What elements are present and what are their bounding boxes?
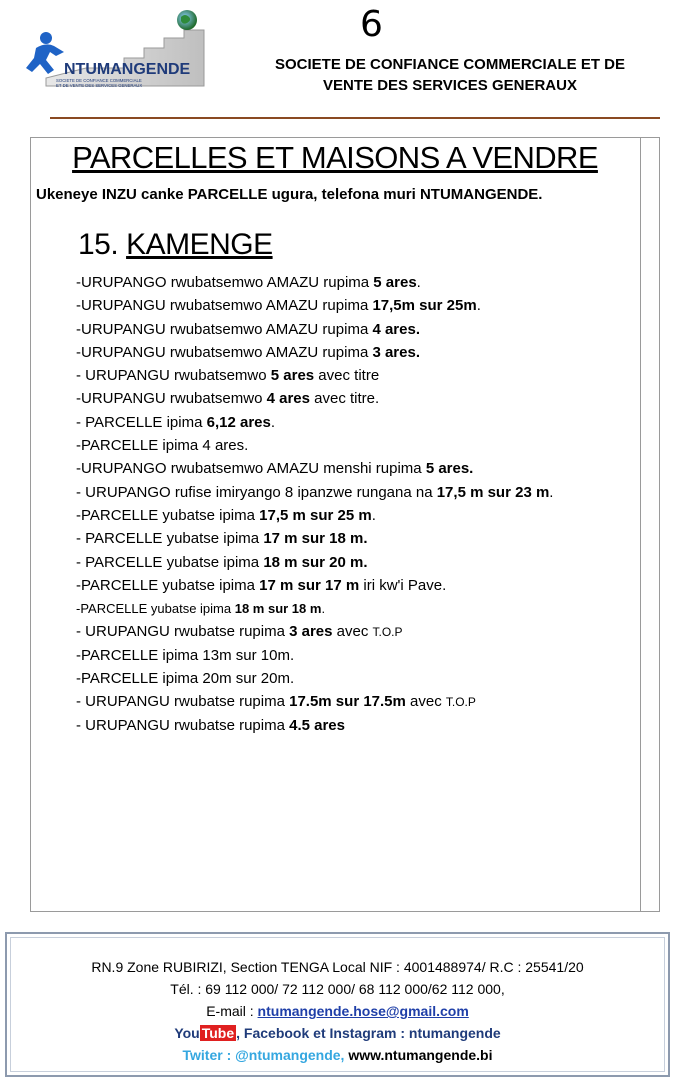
listing-bold-text: 18 m sur 18 m	[234, 601, 322, 617]
listing-pre-text: - URUPANGU rwubatse rupima	[76, 693, 290, 711]
footer-contact	[5, 956, 670, 1066]
svg-text:ET DE VENTE DES SERVICES GENER: ET DE VENTE DES SERVICES GENERAUX	[56, 83, 143, 88]
social-and: et	[309, 1025, 330, 1041]
youtube-you[interactable]: You	[174, 1025, 200, 1041]
listing-item	[76, 620, 646, 643]
listing-item	[76, 527, 646, 550]
listing-post-text: avec	[332, 623, 373, 641]
listing-post-text: avec titre	[314, 367, 380, 385]
listing-bold-text: 17 m sur 18 m.	[263, 530, 368, 548]
listing-pre-text: -URUPANGO rwubatsemwo AMAZU rupima	[76, 274, 374, 291]
listing-item	[76, 387, 646, 410]
listing-bold-text: 5 ares	[373, 274, 417, 291]
listing-item	[76, 411, 646, 434]
svg-text:NTUMANGENDE: NTUMANGENDE	[64, 61, 191, 78]
listing-post-text: iri kw'i Pave.	[359, 576, 447, 594]
listing-top-badge: T.O.P	[445, 695, 476, 710]
svg-text:SOCIETE DE CONFIANCE COMMERCIA: SOCIETE DE CONFIANCE COMMERCIALE	[56, 78, 142, 83]
listing-pre-text: -URUPANGU rwubatsemwo AMAZU rupima	[76, 320, 373, 338]
listing-item	[76, 551, 646, 574]
website-link[interactable]: www.ntumangende.bi	[344, 1047, 493, 1063]
footer-social-line	[5, 1022, 670, 1044]
listing-bold-text: 17,5m sur 25m	[372, 297, 477, 315]
footer-address: RN.9 Zone RUBIRIZI, Section TENGA Local NIF : 4001488974/ R.C : 25541/20	[91, 959, 584, 975]
listing-item	[76, 271, 646, 294]
social-separator: ,	[236, 1025, 244, 1041]
company-line-2: VENTE DES SERVICES GENERAUX	[323, 77, 577, 94]
listing-item	[76, 341, 646, 364]
listing-item	[76, 481, 646, 504]
listing-bold-text: 17 m sur 17 m	[259, 576, 360, 594]
company-name	[230, 54, 670, 96]
social-colon: :	[396, 1025, 409, 1041]
listing-bold-text: 4.5 ares	[289, 716, 345, 734]
listing-item	[76, 597, 646, 620]
listing-pre-text: - URUPANGU rwubatse rupima	[76, 623, 290, 641]
listing-pre-text: -PARCELLE yubatse ipima	[76, 601, 235, 617]
listing-item	[76, 457, 646, 480]
listing-bold-text: 4 ares.	[372, 320, 420, 338]
listing-pre-text: - URUPANGU rwubatse rupima	[76, 716, 290, 734]
listing-pre-text: - URUPANGU rwubatsemwo	[76, 367, 271, 385]
listing-post-text: .	[371, 506, 376, 524]
listing-post-text: avec	[405, 693, 446, 711]
listing-item	[76, 644, 646, 667]
listing-bold-text: 17.5m sur 17.5m	[289, 693, 406, 711]
listing-pre-text: -PARCELLE yubatse ipima	[76, 506, 260, 524]
section-name: KAMENGE	[126, 228, 273, 261]
listing-item	[76, 667, 646, 690]
listing-pre-text: -PARCELLE ipima 20m sur 20m.	[76, 670, 295, 688]
footer-web-line	[5, 1044, 670, 1066]
page-number: 6	[360, 4, 383, 45]
listing-item	[76, 714, 646, 737]
listing-bold-text: 3 ares	[289, 623, 333, 641]
instagram-link[interactable]: Instagram	[329, 1025, 397, 1041]
listing-pre-text: -PARCELLE yubatse ipima	[76, 576, 260, 594]
listing-top-badge: T.O.P	[372, 625, 403, 640]
page-header	[0, 0, 685, 120]
footer-phones: Tél. : 69 112 000/ 72 112 000/ 68 112 000/62 112 000,	[170, 981, 505, 997]
listing-item	[76, 434, 646, 457]
listing-post-text: .	[476, 297, 481, 315]
listing-pre-text: -URUPANGO rwubatsemwo AMAZU menshi rupima	[76, 460, 426, 478]
footer-email-line	[5, 1000, 670, 1022]
twitter-handle[interactable]: Twiter : @ntumangende,	[182, 1047, 345, 1063]
listing-pre-text: - PARCELLE ipima	[76, 413, 207, 431]
email-link[interactable]: ntumangende.hose@gmail.com	[257, 1003, 469, 1019]
listing-post-text: .	[270, 413, 276, 431]
listing-post-text: avec titre.	[309, 390, 380, 408]
listing-pre-text: -PARCELLE ipima 13m sur 10m.	[76, 646, 295, 664]
listing-pre-text: -URUPANGU rwubatsemwo	[76, 390, 267, 408]
header-divider	[50, 117, 660, 119]
property-list	[76, 271, 646, 737]
listing-post-text: .	[321, 601, 326, 617]
facebook-link[interactable]: Facebook	[243, 1025, 310, 1041]
listing-bold-text: 17,5 m sur 23 m	[436, 483, 550, 501]
listing-pre-text: - PARCELLE yubatse ipima	[76, 553, 264, 571]
section-heading	[78, 228, 273, 262]
listing-item	[76, 318, 646, 341]
listing-pre-text: - URUPANGO rufise imiryango 8 ipanzwe rungana na	[76, 483, 437, 501]
youtube-tube-logo[interactable]: Tube	[201, 1025, 235, 1041]
listing-pre-text: -URUPANGU rwubatsemwo AMAZU rupima	[76, 343, 373, 361]
listing-bold-text: 3 ares.	[372, 343, 420, 361]
listing-post-text: .	[549, 483, 554, 501]
listing-item	[76, 574, 646, 597]
listing-post-text: .	[416, 274, 421, 291]
document-subtitle: Ukeneye INZU canke PARCELLE ugura, telefona muri NTUMANGENDE.	[36, 186, 543, 203]
social-handle[interactable]: ntumangende	[408, 1025, 501, 1041]
listing-bold-text: 6,12 ares	[206, 413, 271, 431]
section-number: 15.	[78, 228, 119, 261]
listing-pre-text: -URUPANGU rwubatsemwo AMAZU rupima	[76, 297, 373, 315]
listing-item	[76, 364, 646, 387]
company-line-1: SOCIETE DE CONFIANCE COMMERCIALE ET DE	[274, 56, 626, 73]
listing-pre-text: - PARCELLE yubatse ipima	[76, 530, 264, 548]
listing-bold-text: 18 m sur 20 m.	[263, 553, 368, 571]
document-title: PARCELLES ET MAISONS A VENDRE	[72, 140, 598, 175]
listing-pre-text: -PARCELLE ipima 4 ares.	[76, 437, 249, 455]
listing-bold-text: 17,5 m sur 25 m	[259, 506, 372, 524]
listing-item	[76, 504, 646, 527]
ntumangende-logo	[16, 8, 206, 92]
listing-item	[76, 690, 646, 713]
listing-item	[76, 294, 646, 317]
listing-bold-text: 5 ares.	[425, 460, 474, 478]
listing-bold-text: 4 ares	[266, 390, 310, 408]
listing-bold-text: 5 ares	[270, 367, 315, 385]
email-label: E-mail :	[206, 1003, 258, 1019]
